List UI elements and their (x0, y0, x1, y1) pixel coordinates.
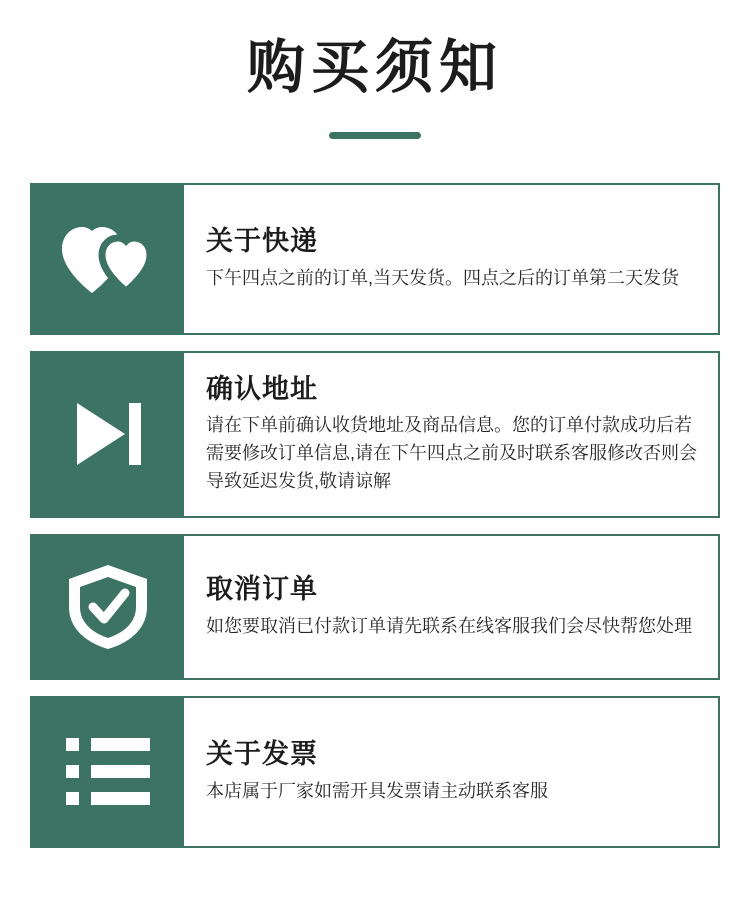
shield-check-icon (65, 561, 151, 653)
page-title: 购买须知 (246, 35, 503, 100)
card-title: 取消订单 (206, 574, 318, 605)
card-title: 关于发票 (206, 739, 318, 770)
notice-card (30, 696, 720, 848)
title-underline-rule (329, 132, 421, 139)
card-text: 下午四点之前的订单,当天发货。四点之后的订单第二天发货 (206, 267, 679, 288)
card-text: 请在下单前确认收货地址及商品信息。您的订单付款成功后若需要修改订单信息,请在下午四点之前及时联系客服修改否则会导致延迟发货,敬请谅解 (206, 415, 697, 491)
card-text: 本店属于厂家如需开具发票请主动联系客服 (206, 780, 548, 801)
card-icon-area (32, 698, 184, 846)
double-heart-icon (58, 219, 158, 299)
card-body (184, 353, 718, 516)
notice-card (30, 534, 720, 680)
card-title: 关于快递 (206, 226, 318, 257)
card-body (184, 536, 718, 678)
card-icon-area (32, 353, 184, 516)
card-text: 如您要取消已付款订单请先联系在线客服我们会尽快帮您处理 (206, 615, 692, 636)
card-body (184, 698, 718, 846)
skip-next-icon (67, 393, 149, 475)
card-icon-area (32, 185, 184, 333)
list-icon (64, 734, 152, 810)
page-header (0, 0, 750, 139)
notice-card-list (30, 183, 720, 848)
card-body (184, 185, 718, 333)
notice-card (30, 183, 720, 335)
card-title: 确认地址 (206, 373, 318, 404)
card-icon-area (32, 536, 184, 678)
notice-card (30, 351, 720, 518)
